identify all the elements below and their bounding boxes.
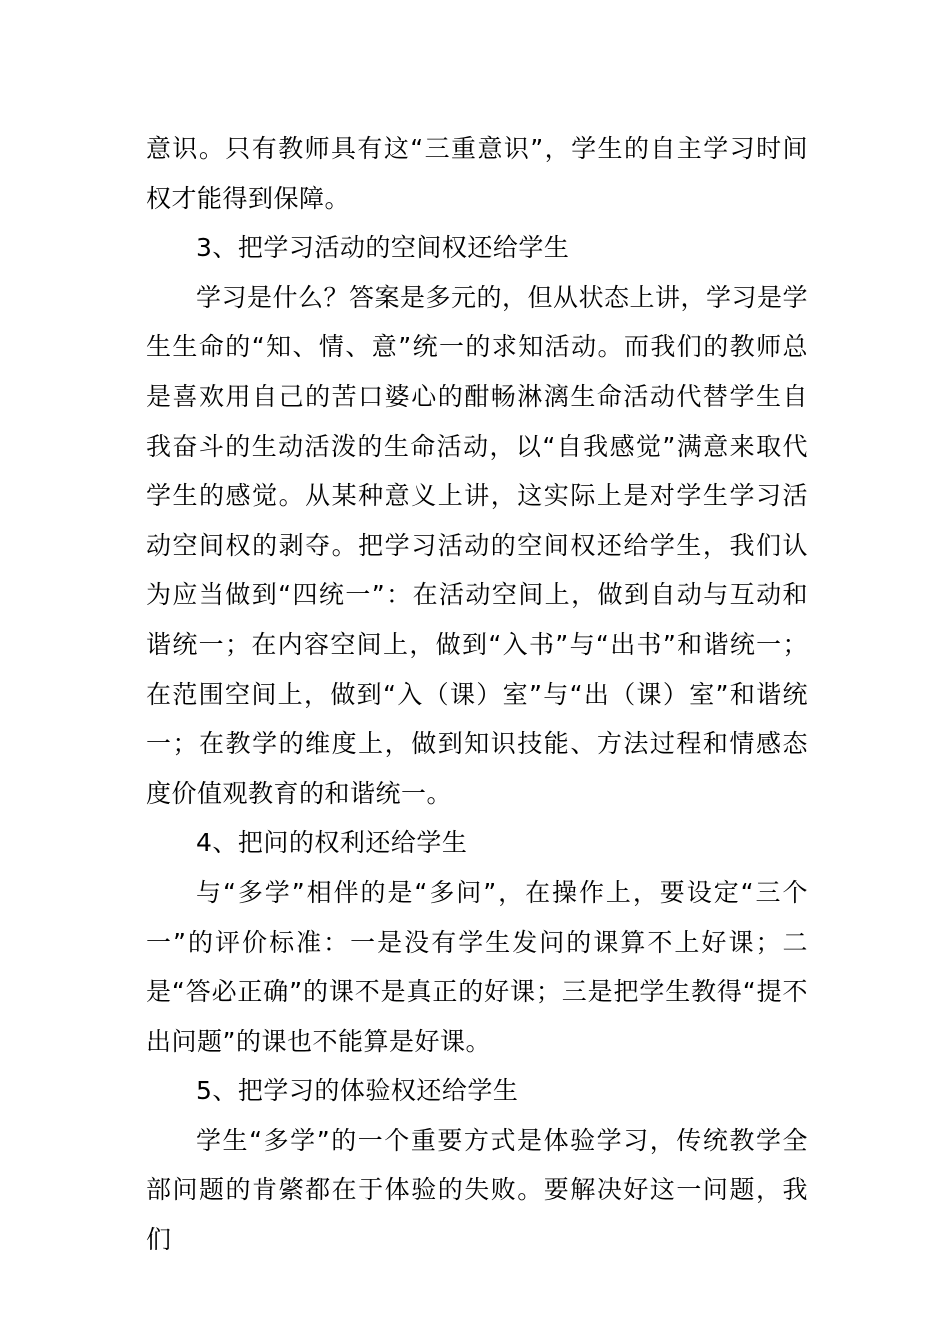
paragraph-learning-space: 学习是什么？答案是多元的，但从状态上讲，学习是学生生命的“知、情、意”统一的求知活动。而我们的教师总是喜欢用自己的苦口婆心的酣畅淋漓生命活动代替学生自我奋斗的生动活泼的生命活动，以“自我感觉”满意来取代学生的感觉。从某种意义上讲，这实际上是对学生学习活动空间权的剥夺。把学习活动的空间权还给学生，我们认为应当做到“四统一”：在活动空间上，做到自动与互动和谐统一；在内容空间上，做到“入书”与“出书”和谐统一；在范围空间上，做到“入（课）室”与“出（课）室”和谐统一；在教学的维度上，做到知识技能、方法过程和情感态度价值观教育的和谐统一。 [146,282,809,808]
paragraph-asking-rights: 与“多学”相伴的是“多问”，在操作上，要设定“三个一”的评价标准：一是没有学生发问的课算不上好课；二是“答必正确”的课不是真正的好课；三是把学生教得“提不出问题”的课也不能算是好课。 [146,877,808,1056]
paragraph-experience-learning: 学生“多学”的一个重要方式是体验学习，传统教学全部问题的肯綮都在于体验的失败。要解决好这一问题，我们 [146,1125,808,1255]
paragraph-continuation: 意识。只有教师具有这“三重意识”，学生的自主学习时间权才能得到保障。 [146,134,808,213]
section-heading-3: 3、把学习活动的空间权还给学生 [196,233,570,263]
document-body [146,124,808,1265]
section-heading-5: 5、把学习的体验权还给学生 [196,1076,519,1106]
section-heading-4: 4、把问的权利还给学生 [196,828,468,858]
